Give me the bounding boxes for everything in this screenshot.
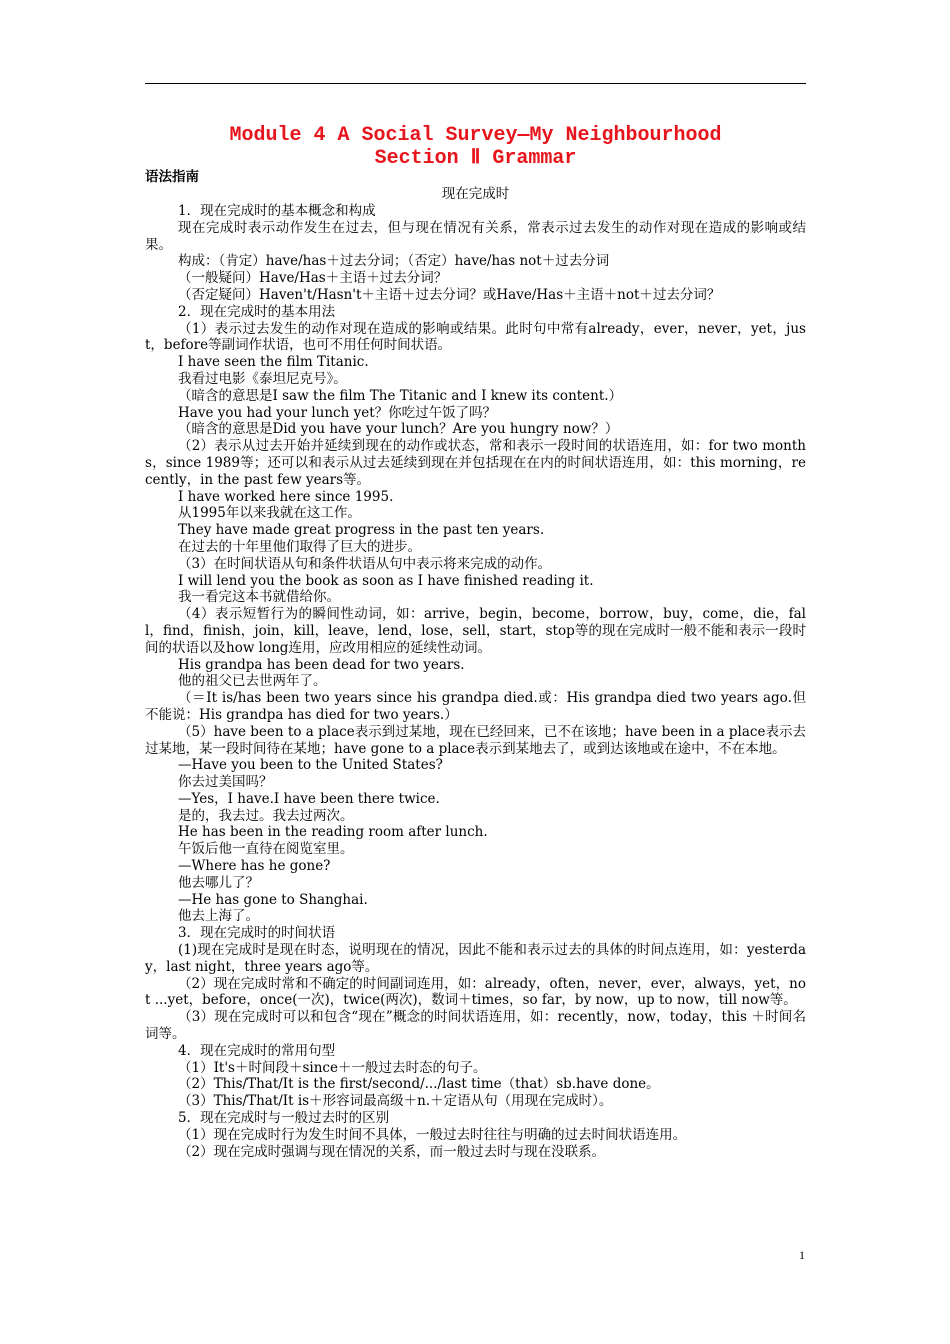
paragraph: —He has gone to Shanghai. — [178, 891, 368, 908]
paragraph: I will lend you the book as soon as I have finished reading it. — [178, 572, 594, 589]
paragraph: （暗含的意思是I saw the film The Titanic and I knew its content.） — [178, 387, 623, 404]
paragraph: 他去上海了。 — [178, 908, 259, 925]
paragraph: I have worked here since 1995. — [178, 488, 394, 505]
paragraph: 我看过电影《泰坦尼克号》。 — [178, 370, 347, 387]
paragraph: （4）表示短暂行为的瞬间性动词，如：arrive，begin，become，borrow，buy，come，die，fall，find，finish，join，kill，leave，lend，lose，sell，start，stop等的现在完成时一般不能和表示一段时间的状语以及how long连用，应改用相应的延续性动词。 — [145, 606, 806, 656]
document-title: Module 4 A Social Survey—My Neighbourhood — [229, 124, 722, 147]
paragraph: 1．现在完成时的基本概念和构成 — [178, 203, 376, 219]
paragraph: Have you had your lunch yet？你吃过午饭了吗？ — [178, 404, 497, 421]
paragraph: —Yes，I have.I have been there twice. — [178, 790, 440, 807]
paragraph: （1）表示过去发生的动作对现在造成的影响或结果。此时句中常有already，ever，never，yet，just，before等副词作状语，也可不用任何时间状语。 — [145, 320, 806, 354]
paragraph: （1）现在完成时行为发生时间不具体，一般过去时往往与明确的过去时间状语连用。 — [178, 1126, 687, 1143]
paragraph: （一般疑问）Have/Has＋主语＋过去分词？ — [178, 270, 448, 287]
paragraph: （暗含的意思是Did you have your lunch？Are you hungry now？） — [178, 421, 619, 438]
document-body — [145, 203, 806, 1160]
paragraph: —Have you been to the United States? — [178, 757, 443, 774]
paragraph: 3．现在完成时的时间状语 — [178, 925, 336, 942]
paragraph: 现在完成时表示动作发生在过去，但与现在情况有关系，常表示过去发生的动作对现在造成的影响或结果。 — [145, 219, 806, 253]
page-number: 1 — [799, 1248, 805, 1262]
paragraph: （＝It is/has been two years since his grandpa died.或：His grandpa died two years ago.但不能说：His grandpa has died for two years.） — [145, 690, 806, 723]
paragraph: （2）现在完成时强调与现在情况的关系，而一般过去时与现在没联系。 — [178, 1143, 606, 1160]
paragraph: 构成：（肯定）have/has＋过去分词；（否定）have/has not＋过去分词 — [178, 253, 610, 270]
paragraph: I have seen the film Titanic. — [178, 354, 369, 371]
paragraph: 是的，我去过。我去过两次。 — [178, 807, 354, 824]
paragraph: 我一看完这本书就借给你。 — [178, 589, 340, 606]
paragraph: (1)现在完成时是现在时态，说明现在的情况，因此不能和表示过去的具体的时间点连用，如：yesterday，last night，three years ago等。 — [145, 942, 806, 975]
paragraph: 在过去的十年里他们取得了巨大的进步。 — [178, 538, 421, 555]
paragraph: （2）表示从过去开始并延续到现在的动作或状态，常和表示一段时间的状语连用，如：for two months，since 1989等；还可以和表示从过去延续到现在并包括现在在内的时间状语连用，如：this morning，recently，in the past few years等。 — [145, 438, 806, 488]
paragraph: （5）have been to a place表示到过某地，现在已经回来，已不在该地；have been in a place表示去过某地，某一段时间待在某地；have gone to a place表示到某地去了，或到达该地或在途中，不在本地。 — [145, 723, 806, 757]
paragraph: He has been in the reading room after lunch. — [178, 824, 488, 841]
section-title: Section Ⅱ Grammar — [374, 147, 577, 170]
paragraph: （3）This/That/It is＋形容词最高级＋n.＋定语从句（用现在完成时）。 — [178, 1093, 613, 1110]
paragraph: （2）现在完成时常和不确定的时间副词连用，如：already，often，never，ever，always，yet，not ...yet，before，once(一次)，twice(两次)，数词＋times，so far，by now，up to now，till now等。 — [145, 975, 806, 1009]
paragraph: 5．现在完成时与一般过去时的区别 — [178, 1110, 390, 1127]
paragraph: —Where has he gone? — [178, 858, 331, 875]
paragraph: 4．现在完成时的常用句型 — [178, 1042, 336, 1059]
paragraph: 他去哪儿了？ — [178, 874, 259, 891]
paragraph: 他的祖父已去世两年了。 — [178, 673, 327, 690]
paragraph: They have made great progress in the past ten years. — [178, 522, 545, 539]
paragraph: （3）现在完成时可以和包含“现在”概念的时间状语连用，如：recently，now，today，this ＋时间名词等。 — [145, 1009, 806, 1043]
paragraph: （2）This/That/It is the first/second/.../last time（that）sb.have done。 — [178, 1076, 660, 1093]
header-rule — [145, 83, 806, 84]
section-heading: 语法指南 — [145, 169, 199, 185]
paragraph: His grandpa has been dead for two years. — [178, 656, 465, 673]
paragraph: （3）在时间状语从句和条件状语从句中表示将来完成的动作。 — [178, 555, 552, 572]
paragraph: 你去过美国吗？ — [178, 774, 273, 791]
paragraph: 从1995年以来我就在这工作。 — [178, 505, 361, 522]
paragraph: 2．现在完成时的基本用法 — [178, 303, 336, 320]
paragraph: 午饭后他一直待在阅览室里。 — [178, 841, 354, 858]
paragraph: （1）It's＋时间段＋since＋一般过去时态的句子。 — [178, 1059, 487, 1076]
topic-title: 现在完成时 — [441, 186, 510, 202]
paragraph: （否定疑问）Haven't/Hasn't＋主语＋过去分词？或Have/Has＋主语＋not＋过去分词？ — [178, 286, 721, 303]
